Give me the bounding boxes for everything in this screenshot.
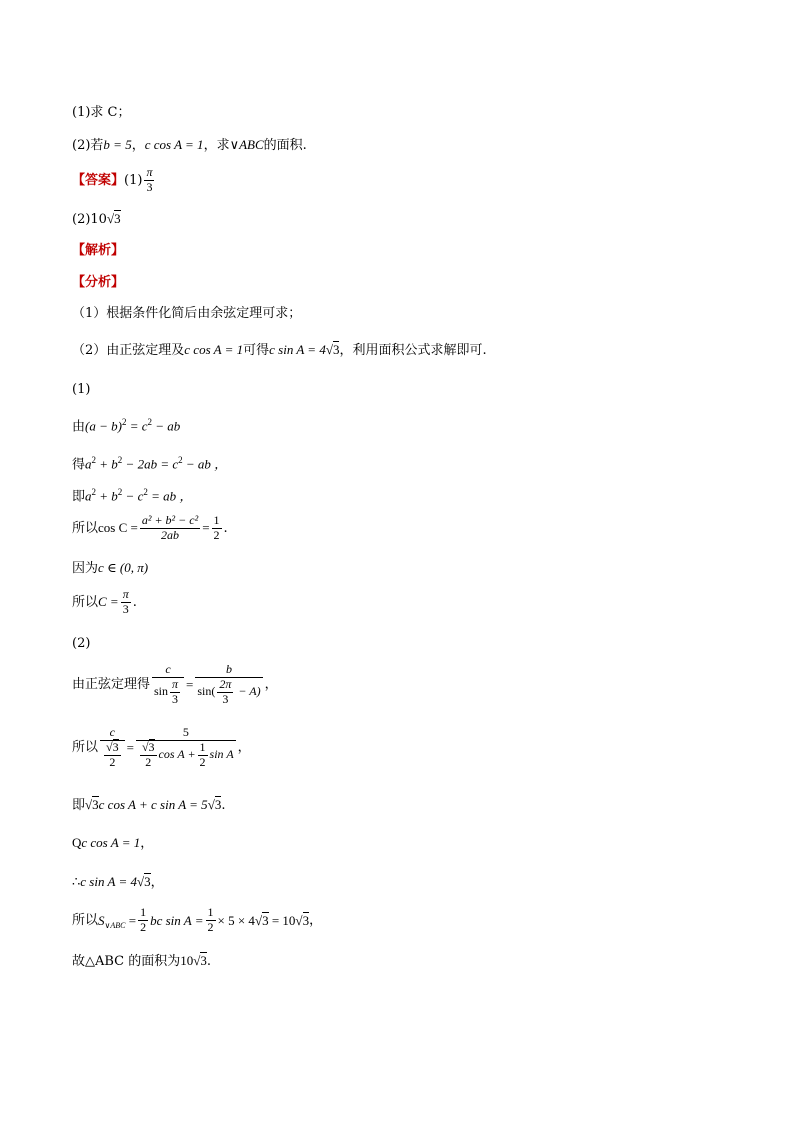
sol1-line4 (72, 514, 228, 543)
fenxi2-d: c sin A = 4 (269, 342, 326, 357)
sol2-label (72, 637, 90, 650)
sol2-l4-c: ， (140, 836, 154, 851)
sol2-l2-d-d: 1 (199, 739, 206, 754)
sol2-l6-e: × 5 × 4 (217, 912, 255, 928)
sol1-l4-d2: 2 (213, 527, 220, 542)
sol2-l1-den2a: sin( (197, 683, 216, 698)
sol1-l2-a: 得 (72, 457, 86, 473)
sol2-l2-d-f: sin A (209, 746, 234, 761)
sol1-l6-den: 3 (122, 601, 129, 616)
analysis-label: 【解析】 (72, 243, 125, 258)
sol1-l2-c: + b (96, 456, 118, 472)
question-part1 (72, 106, 131, 119)
sol2-l1-den2c: 3 (222, 691, 229, 706)
sol2-l1-den1-pi: π (172, 676, 179, 691)
sol2-l2-frac1 (100, 726, 125, 769)
sol2-l1-den2 (195, 678, 262, 707)
sol2-l2-a: 所以 (72, 740, 99, 756)
sol2-l4-a: Q (72, 835, 82, 850)
sol1-l4-num: a² + b² − c² (141, 513, 199, 527)
sol2-l6-d1: 2 (140, 919, 147, 934)
sol1-l2-b: a (85, 456, 92, 472)
sol1-l4-b: cos C = (98, 519, 138, 535)
answer-frac-den: 3 (146, 179, 153, 194)
sol2-l6-g: = 10 (268, 912, 296, 928)
sol2-l1-frac1 (152, 663, 184, 706)
sol2-l7-b: 10 (180, 953, 194, 968)
sol2-l4-b: c cos A = 1 (81, 835, 141, 850)
sol2-l2-frac2 (136, 726, 236, 769)
sol2-l5-a: ∴ (72, 874, 81, 889)
sol2-l6-c: = (125, 912, 137, 928)
sol1-line1: 由$(a - b)^2 = c^2$ − ab (72, 417, 181, 435)
answer-part2: (2)10 (72, 212, 107, 227)
sol2-l2-den2 (136, 741, 236, 770)
q2-triangle: ∨ABC (229, 137, 264, 152)
sol2-l1-num2: b (195, 663, 262, 678)
fenxi2-a: （2）由正弦定理及 (72, 343, 185, 358)
sol2-l2-d-e: 2 (199, 754, 206, 769)
sol2-line7: 故△ABC 的面积为10√3. (72, 953, 212, 969)
sol2-l6-n1: 1 (140, 905, 147, 919)
sol1-l4-n2: 1 (213, 513, 220, 527)
answer-line1 (72, 166, 156, 195)
sol2-l1-eq: = (186, 677, 194, 693)
sol1-l1-b: (a − b) (85, 418, 122, 434)
sol2-l1-den1 (152, 678, 184, 707)
q2-sep2: ，求 (203, 138, 230, 153)
answer-line2: (2)10√3 (72, 211, 121, 227)
sol1-l6-num: π (122, 587, 129, 601)
sol2-label-text: (2) (72, 636, 91, 651)
sol1-l6-b: C = (98, 593, 119, 609)
sol1-line5 (72, 561, 148, 575)
sol2-l3-c: c cos A + c sin A = 5 (98, 797, 208, 812)
sol2-l3-e: . (221, 798, 226, 813)
sol1-l6-frac (121, 588, 131, 617)
sol2-l2-den2-frac1: $\frac{√3}{2}$ (141, 739, 155, 769)
sol2-l1-den2-frac (217, 678, 233, 707)
sol2-l2-den1 (100, 741, 125, 770)
sol2-l5-d: ， (150, 875, 164, 890)
sol2-l1-den2d: − A) (235, 683, 261, 698)
answer-part1: (1) (124, 172, 143, 188)
sol2-l7-a: 故△ABC 的面积为 (72, 954, 181, 969)
sol2-l6-f: 3 (262, 912, 269, 928)
sol2-line4 (72, 836, 153, 850)
q1-text: (1)求 C； (72, 105, 131, 120)
sol2-line3: 即√3c cos A + c sin A = 5√3. (72, 797, 226, 813)
answer-frac (144, 166, 154, 195)
sol1-l1-a: 由 (72, 419, 86, 435)
sol1-l3-c: + b (96, 488, 118, 504)
answer-sqrt3: 3 (114, 211, 121, 226)
sol1-l4-eq: = (202, 519, 210, 535)
sol2-l2-den1-sqrt: 3 (112, 739, 119, 754)
sol1-l3-d: − c (122, 488, 144, 504)
analysis-heading (72, 244, 124, 257)
sol1-l4-frac (140, 514, 200, 543)
fenxi2-c: 可得 (243, 343, 270, 358)
fenxi1-text: （1）根据条件化简后由余弦定理可求； (72, 306, 302, 321)
q2-sep1: ， (131, 138, 145, 153)
sol2-l7-d: . (206, 954, 212, 969)
sol1-l5-b: c ∈ (0, π) (98, 560, 149, 575)
q2-suffix: 的面积. (263, 138, 307, 153)
sol2-l6-frac1 (138, 906, 148, 935)
sol1-l3-a: 即 (72, 489, 86, 505)
sol2-l3-d: 3 (214, 797, 222, 812)
sol2-l6-n2: 1 (207, 905, 214, 919)
sol1-label-text: (1) (72, 382, 91, 397)
sol2-l5-c: 3 (144, 874, 151, 889)
sol2-l6-sub: ∨ABC (104, 920, 126, 930)
sol1-l5-a: 因为 (72, 561, 99, 576)
sol2-l2-d-c: cos A + (158, 746, 196, 761)
fenxi-heading (72, 276, 124, 289)
sol2-l6-i: ， (309, 912, 323, 928)
answer-frac-num: π (146, 165, 153, 179)
sol2-l7-c: 3 (200, 953, 207, 968)
sol1-label (72, 383, 90, 396)
sol2-l1-frac2 (195, 663, 262, 706)
fenxi-label: 【分析】 (72, 275, 125, 290)
fenxi-line2: （2）由正弦定理及c cos A = 1可得c sin A = 4√3，利用面积公式求解即可. (72, 342, 487, 358)
sol1-line2: 得$a^2 + b^2 - 2ab = c^2$ − ab ， (72, 455, 228, 473)
sol2-l1-end: ， (264, 677, 278, 693)
sol1-l3-e: = ab ， (147, 488, 193, 504)
sol2-l1-den2b: 2π (219, 676, 232, 691)
sol1-l4-den: 2ab (161, 527, 180, 542)
sol2-line2 (72, 726, 251, 769)
fenxi-line1 (72, 307, 301, 320)
sol1-l4-end: . (223, 520, 228, 536)
sol2-l2-den1b: 2 (109, 754, 116, 769)
q2-prefix: (2)若 (72, 138, 104, 153)
fenxi2-b: c cos A = 1 (184, 342, 244, 357)
sol2-l5-b: c sin A = 4 (80, 874, 137, 889)
sol1-line3: 即$a^2 + b^2 - c^2$ = ab ， (72, 487, 193, 505)
answer-label: 【答案】 (72, 172, 125, 188)
sol1-l4-frac2 (212, 514, 222, 543)
sol2-l2-eq: = (126, 740, 134, 756)
sol2-l2-num1: c (100, 726, 125, 741)
sol2-l6-d: bc sin A = (150, 912, 204, 928)
sol2-line6: 所以$S_{\vee ABC}$ = $\frac{1}{2}$ bc sin A = $\frac{1}{2}$ × 5 × 4√3 = 10√3， (72, 905, 323, 934)
question-part2 (72, 138, 307, 152)
fenxi2-e: 3 (332, 342, 340, 357)
sol1-l1-c: = c (126, 418, 148, 434)
sol1-l2-d: − 2ab = c (122, 456, 179, 472)
sol2-l3-b: 3 (92, 797, 99, 812)
sol2-l6-d2: 2 (207, 919, 214, 934)
sol2-l1-den1-frac (170, 678, 180, 707)
sol2-l2-d-a: 3 (148, 739, 155, 754)
sol1-l1-d: − ab (152, 418, 181, 434)
sol2-l2-num2: 5 (136, 726, 236, 741)
sol2-l2-den2-frac2 (198, 741, 208, 770)
sol2-l1-den1-three: 3 (172, 691, 179, 706)
sol2-l6-frac2 (206, 906, 216, 935)
sol2-l6-a: 所以 (72, 912, 99, 928)
sol2-l2-den1-frac: $\frac{√3}{2}$ (106, 739, 119, 769)
sol1-l3-b: a (85, 488, 92, 504)
sol2-line5: ∴c sin A = 4√3， (72, 874, 164, 890)
sol1-l4-a: 所以 (72, 520, 99, 536)
sol1-line6 (72, 588, 137, 617)
sol2-l6-b: S (98, 912, 105, 928)
fenxi2-f: ，利用面积公式求解即可. (339, 343, 487, 358)
sol2-l1-num1: c (152, 663, 184, 678)
sol2-l1-a: 由正弦定理得 (72, 677, 151, 693)
sol1-l6-a: 所以 (72, 594, 99, 610)
sol1-l6-end: . (132, 594, 137, 610)
sol2-line1 (72, 663, 278, 706)
sol2-l2-d-b: 2 (145, 754, 152, 769)
sol2-l3-a: 即 (72, 798, 86, 813)
sol2-l6-h: 3 (302, 912, 310, 928)
sol2-l1-den1a: sin (154, 683, 169, 698)
sol1-l2-e: − ab ， (182, 456, 228, 472)
q2-ccos: c cos A = 1 (144, 137, 204, 152)
sol2-l2-end: ， (237, 740, 251, 756)
q2-b-eq: b = 5 (103, 137, 132, 152)
